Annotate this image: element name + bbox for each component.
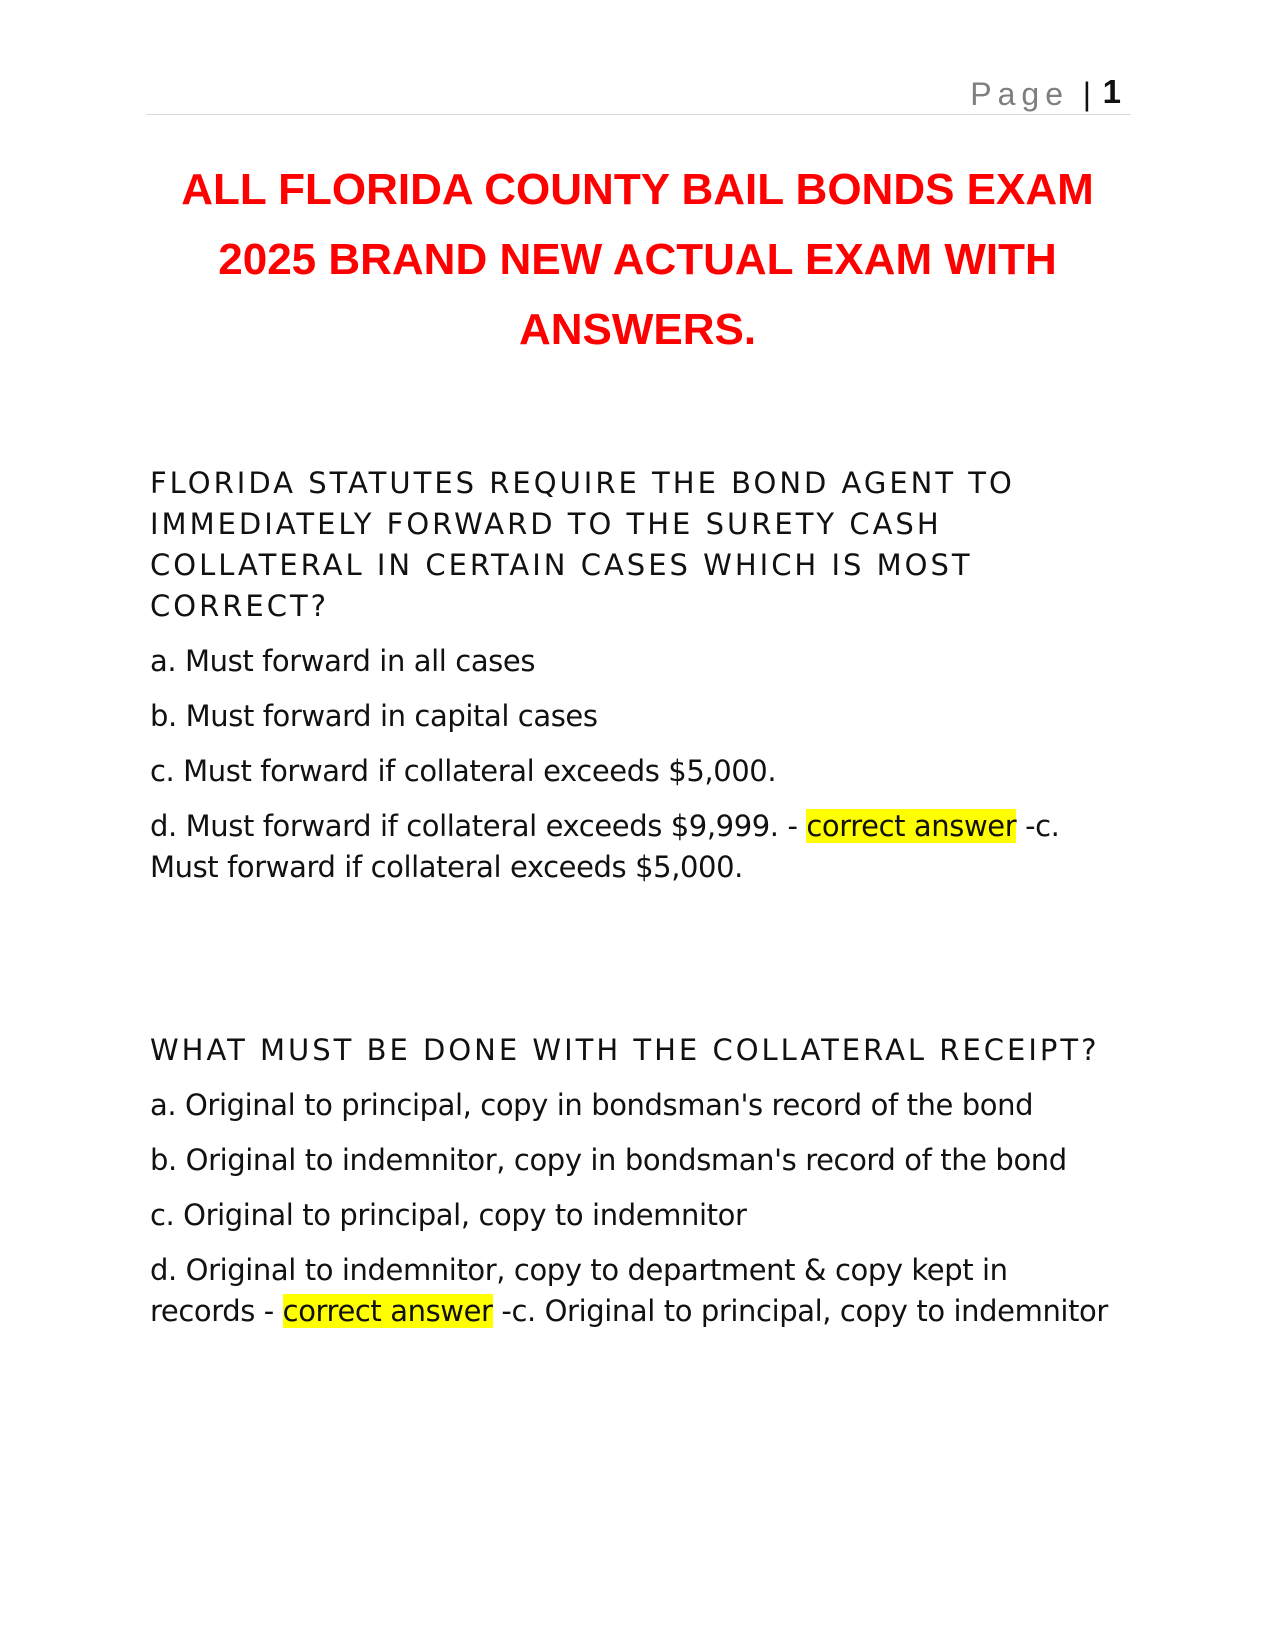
answer-text: -c. Must forward if collateral exceeds $5,000. xyxy=(150,809,1060,884)
document-title: ALL FLORIDA COUNTY BAIL BONDS EXAM 2025 BRAND NEW ACTUAL EXAM WITH ANSWERS. xyxy=(181,165,1094,354)
option-c: c. Original to principal, copy to indemnitor xyxy=(150,1198,747,1232)
option-a: a. Original to principal, copy in bondsman's record of the bond xyxy=(150,1088,1034,1122)
page-separator: | xyxy=(1082,76,1091,112)
option-d: d. Original to indemnitor, copy to department & copy kept in records - xyxy=(150,1253,1008,1328)
option-d-with-answer xyxy=(150,1250,1110,1332)
option-b: b. Must forward in capital cases xyxy=(150,699,598,733)
option-a: a. Must forward in all cases xyxy=(150,644,536,678)
correct-answer-marker: correct answer xyxy=(282,1294,493,1328)
option-b: b. Original to indemnitor, copy in bondsman's record of the bond xyxy=(150,1143,1067,1177)
option-d-with-answer xyxy=(150,806,1110,888)
page-number: 1 xyxy=(1102,73,1121,110)
question-text: WHAT MUST BE DONE WITH THE COLLATERAL RECEIPT? xyxy=(150,1033,1100,1067)
page-header xyxy=(146,68,1131,115)
question-text: FLORIDA STATUTES REQUIRE THE BOND AGENT TO IMMEDIATELY FORWARD TO THE SURETY CASH COLLATERAL IN CERTAIN CASES WHICH IS MOST CORRECT? xyxy=(150,466,1015,623)
option-c: c. Must forward if collateral exceeds $5,000. xyxy=(150,754,777,788)
question-block-1 xyxy=(150,463,1110,902)
correct-answer-marker: correct answer xyxy=(806,809,1017,843)
option-d: d. Must forward if collateral exceeds $9,999. - xyxy=(150,809,798,843)
answer-text: -c. Original to principal, copy to indemnitor xyxy=(501,1294,1108,1328)
question-block-2 xyxy=(150,1030,1110,1346)
page-label: Page xyxy=(970,76,1069,112)
